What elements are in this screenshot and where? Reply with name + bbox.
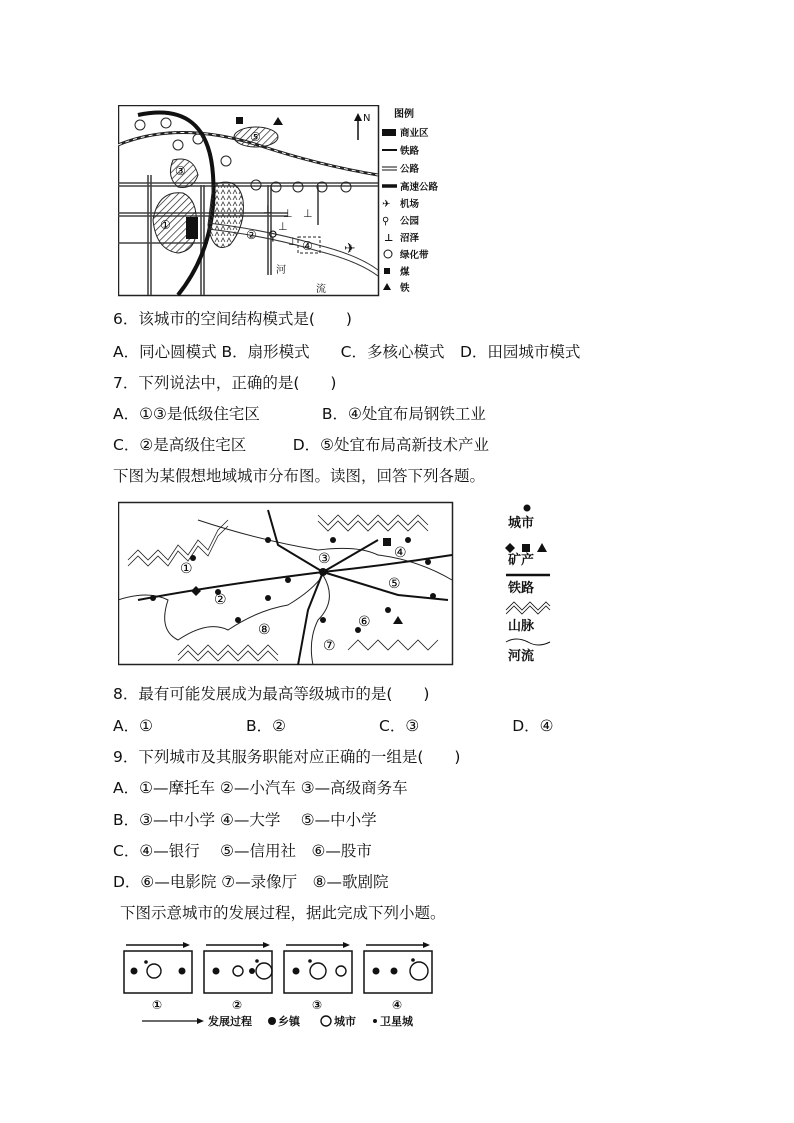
legend-label: 城市 (334, 1015, 356, 1028)
svg-text:⊥: ⊥ (263, 203, 273, 216)
green-belt-icon (384, 250, 392, 258)
stage-2 (204, 942, 272, 1012)
svg-text:⊥: ⊥ (283, 207, 293, 220)
question-9-stem: 9．下列城市及其服务职能对应正确的一组是( ) (113, 748, 461, 766)
legend-label: 高速公路 (400, 182, 439, 193)
city-distribution-map (118, 500, 558, 670)
legend-label: 城市 (508, 516, 535, 531)
zone-label: ③ (175, 164, 186, 178)
city-number: ③ (318, 551, 331, 567)
commercial-area-icon (382, 129, 396, 136)
stage-3 (284, 942, 352, 1012)
river-label: 流 (316, 284, 326, 295)
legend-label: 煤 (400, 267, 410, 278)
intro-2: 下图为某假想地域城市分布图。读图，回答下列各题。 (113, 467, 486, 485)
river-icon (506, 639, 550, 645)
city-development-figure (122, 937, 452, 1029)
legend-label: 公路 (400, 164, 420, 175)
city-number: ② (214, 592, 227, 608)
svg-text:⊥: ⊥ (278, 220, 288, 233)
satellite-town-icon (373, 1019, 377, 1023)
question-7-options-cd: C．②是高级住宅区 D．⑤处宜布局高新技术产业 (113, 436, 490, 454)
intro-3: 下图示意城市的发展过程，据此完成下列小题。 (120, 904, 446, 922)
legend-label: 铁路 (508, 581, 535, 596)
zone-label: ② (246, 228, 257, 242)
legend-label: 沼泽 (400, 233, 420, 244)
question-9-option-c: C．④—银行 ⑤—信用社 ⑥—股市 (113, 842, 372, 860)
question-9-option-a: A．①—摩托车 ②—小汽车 ③—高级商务车 (113, 779, 408, 797)
legend-label: 乡镇 (278, 1015, 300, 1028)
question-8-options: A．① B．② C．③ D．④ (113, 717, 554, 735)
city-number: ⑥ (358, 614, 371, 630)
question-6-stem: 6．该城市的空间结构模式是( ) (113, 310, 352, 328)
city-icon (524, 505, 531, 512)
zone-label: ④ (302, 239, 313, 253)
north-label: N (363, 113, 371, 124)
legend-label: 商业区 (400, 128, 429, 139)
city-number: ⑧ (258, 622, 271, 638)
stage-1 (124, 942, 192, 1012)
city-number: ④ (394, 545, 407, 561)
svg-text:⊥: ⊥ (303, 207, 313, 220)
question-7-options-ab: A．①③是低级住宅区 B．④处宜布局钢铁工业 (113, 405, 486, 423)
svg-text:⊥: ⊥ (288, 235, 298, 248)
city-number: ⑦ (323, 638, 336, 654)
legend-label: 矿产 (508, 553, 535, 568)
legend-label: 绿化带 (400, 250, 429, 261)
stage-label: ① (152, 998, 163, 1012)
legend-label: 铁 (400, 283, 410, 294)
svg-text:✈: ✈ (344, 241, 356, 257)
legend-label: 铁路 (400, 146, 420, 157)
legend-label: 机场 (400, 199, 420, 210)
legend-label: 山脉 (508, 619, 535, 634)
city-number: ① (180, 561, 193, 577)
city-icon (321, 1016, 331, 1026)
stage-label: ② (232, 998, 243, 1012)
question-7-stem: 7．下列说法中，正确的是( ) (113, 374, 337, 392)
river-label: 河 (276, 265, 286, 276)
zone-label: ⑤ (250, 130, 261, 144)
city-number: ⑤ (388, 576, 401, 592)
question-9-option-d: D．⑥—电影院 ⑦—录像厅 ⑧—歌剧院 (113, 873, 389, 891)
legend-title: 图例 (394, 109, 414, 120)
swamp-icon: ⊥ (384, 233, 394, 244)
mineral-icon (505, 543, 515, 553)
legend-label: 公园 (400, 216, 420, 227)
stage-4 (364, 942, 432, 1012)
airport-icon: ✈ (382, 199, 391, 210)
town-icon (268, 1017, 276, 1025)
question-6-options: A．同心圆模式 B．扇形模式 C．多核心模式 D．田园城市模式 (113, 343, 581, 361)
question-9-option-b: B．③—中小学 ④—大学 ⑤—中小学 (113, 811, 377, 829)
stage-label: ④ (392, 998, 403, 1012)
question-8-stem: 8．最有可能发展成为最高等级城市的是( ) (113, 685, 430, 703)
iron-icon (383, 283, 391, 290)
city-structure-map (118, 105, 448, 300)
coal-icon (384, 268, 390, 274)
zone-label: ① (160, 218, 171, 232)
legend-label: 河流 (508, 649, 535, 664)
arrow-label: 发展过程 (208, 1015, 252, 1028)
stage-label: ③ (312, 998, 323, 1012)
legend-label: 卫星城 (380, 1015, 413, 1028)
park-icon: ⚲ (382, 216, 390, 227)
mineral-square-icon (383, 538, 391, 546)
svg-text:⚲: ⚲ (268, 229, 278, 244)
